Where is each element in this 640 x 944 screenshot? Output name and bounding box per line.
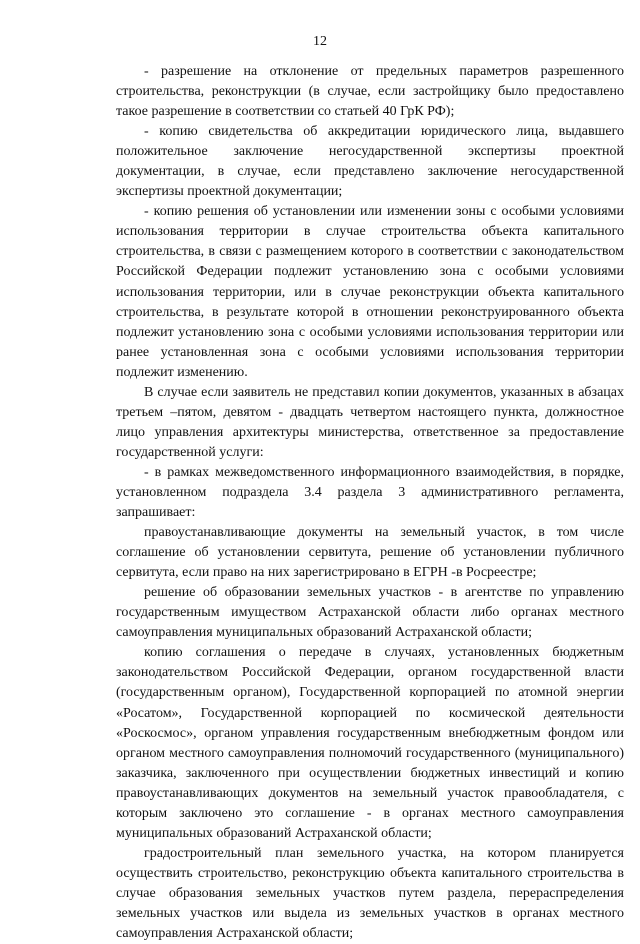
paragraph: решение об образовании земельных участков - в агентстве по управлению государственным имуществом Астраханской области либо органах местного самоуправления муниципальных образований Астраханской области; (116, 585, 624, 641)
document-body (116, 62, 624, 944)
paragraph: - разрешение на отклонение от предельных параметров разрешенного строительства, реконструкции (в случае, если застройщику было предоставлено такое разрешение в соответствии со статьей 40 ГрК РФ); (116, 64, 624, 120)
paragraph: В случае если заявитель не представил копии документов, указанных в абзацах третьем –пятом, девятом - двадцать четвертом настоящего пункта, должностное лицо управления архитектуры министерства, ответственное за предоставление государственной услуги: (116, 384, 624, 460)
paragraph: - в рамках межведомственного информационного взаимодействия, в порядке, установленном подраздела 3.4 раздела 3 административного регламента, запрашивает: (116, 464, 624, 521)
page-number: 12 (313, 34, 327, 49)
paragraph: градостроительный план земельного участка, на котором планируется осуществить строительство, реконструкцию объекта капитального строительства в случае образования земельных участков путем раздела, перераспределения земельных участков или выдела из земельных участков в органах местного самоуправления Астраханской области; (116, 845, 624, 942)
paragraph: - копию свидетельства об аккредитации юридического лица, выдавшего положительное заключение негосударственной экспертизы проектной документации, в случае, если представлено заключение негосударственной экспертизы проектной документации; (116, 124, 624, 200)
paragraph: правоустанавливающие документы на земельный участок, в том числе соглашение об установлении сервитута, решение об установлении публичного сервитута, если право на них зарегистрировано в ЕГРН -в Росреестре; (116, 525, 624, 581)
paragraph: - копию решения об установлении или изменении зоны с особыми условиями использования территории в случае строительства объекта капитального строительства, в связи с размещением которого в соответствии с законодательством Российской Федерации подлежит установлению зона с особыми условиями использования территории, или в случае реконструкции объекта капитального строительства, в результате которой в отношении реконструированного объекта подлежит установлению зона с особыми условиями использования территории или ранее установленная зона с особыми условиями использования территории подлежит изменению. (116, 204, 624, 380)
paragraph: копию соглашения о передаче в случаях, установленных бюджетным законодательством Российской Федерации, органом государственной власти (государственным органом), Государственной корпорацией по атомной энергии «Росатом», Государственной корпорацией по космической деятельности «Роскосмос», органом управления государственным внебюджетным фондом или органом местного самоуправления полномочий государственного (муниципального) заказчика, заключенного при осуществлении бюджетных инвестиций и копию правоустанавливающих документов на земельный участок правообладателя, с которым заключено это соглашение - в органах местного самоуправления муниципальных образований Астраханской области; (116, 645, 624, 841)
